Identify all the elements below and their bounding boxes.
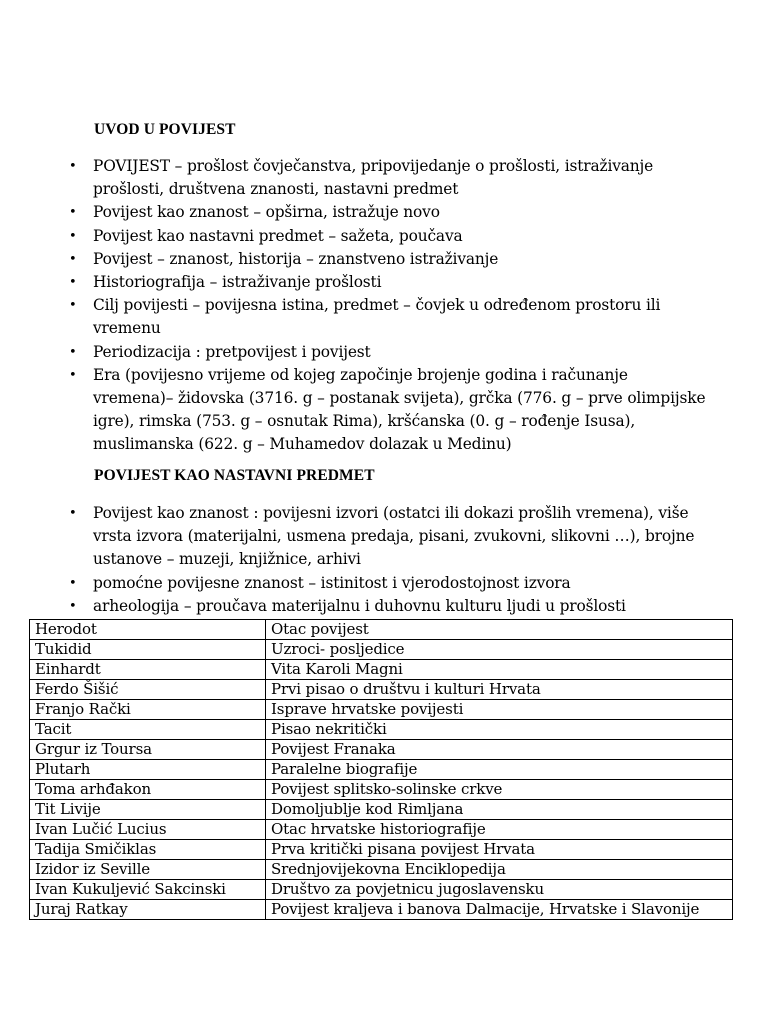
historian-name: Herodot [30, 620, 266, 640]
historian-work: Paralelne biografije [266, 760, 733, 780]
table-row [30, 800, 733, 820]
bullet-icon: • [69, 506, 77, 521]
bullet-text: Povijest – znanost, historija – znanstveno istraživanje [93, 249, 499, 268]
list-item [66, 364, 706, 457]
historian-work: Povijest kraljeva i banova Dalmacije, Hrvatske i Slavonije [266, 900, 733, 920]
bullet-icon: • [69, 344, 77, 360]
historian-name: Toma arhđakon [30, 780, 266, 800]
list-item [66, 294, 706, 340]
table-row [30, 700, 733, 720]
bullet-list-predmet [66, 502, 706, 618]
bullet-text: Povijest kao nastavni predmet – sažeta, poučava [93, 226, 463, 245]
historian-work: Domoljublje kod Rimljana [266, 800, 733, 820]
bullet-icon: • [69, 367, 77, 383]
historian-name: Franjo Rački [30, 700, 266, 720]
historians-table [29, 619, 733, 920]
table-row [30, 760, 733, 780]
bullet-text: arheologija – proučava materijalnu i duhovnu kulturu ljudi u prošlosti [93, 596, 626, 615]
table-row [30, 780, 733, 800]
historian-name: Ivan Lučić Lucius [30, 820, 266, 840]
historian-name: Juraj Ratkay [30, 900, 266, 920]
table-row [30, 620, 733, 640]
historian-name: Plutarh [30, 760, 266, 780]
bullet-text: pomoćne povijesne znanost – istinitost i vjerodostojnost izvora [93, 573, 571, 592]
historian-work: Vita Karoli Magni [266, 660, 733, 680]
table-row [30, 840, 733, 860]
bullet-text: Era (povijesno vrijeme od kojeg započinje brojenje godina i računanje vremena)– židovska (3716. g – postanak svijeta), grčka (776. g – prve olimpijske igre), rimska (753. g – osnutak Rima), kršćanska (0. g – rođenje Isusa), muslimanska (622. g – Muhamedov dolazak u Medinu) [93, 365, 706, 454]
list-item [66, 248, 706, 271]
historian-work: Povijest splitsko-solinske crkve [266, 780, 733, 800]
table-row [30, 660, 733, 680]
section-heading-predmet: POVIJEST KAO NASTAVNI PREDMET [94, 467, 375, 484]
bullet-text: Povijest kao znanost – opširna, istražuje novo [93, 203, 440, 222]
bullet-list-uvod [66, 155, 706, 457]
table-row [30, 880, 733, 900]
bullet-text: Periodizacija : pretpovijest i povijest [93, 342, 371, 361]
list-item [66, 341, 706, 364]
bullet-icon: • [69, 598, 77, 614]
list-item [66, 271, 706, 294]
bullet-text: Cilj povijesti – povijesna istina, predmet – čovjek u određenom prostoru ili vremenu [93, 296, 661, 338]
list-item [66, 595, 706, 618]
bullet-icon: • [69, 575, 77, 591]
historian-name: Ivan Kukuljević Sakcinski [30, 880, 266, 900]
historian-work: Uzroci- posljedice [266, 640, 733, 660]
historian-work: Pisao nekritički [266, 720, 733, 740]
table-row [30, 900, 733, 920]
list-item [66, 201, 706, 224]
bullet-text: POVIJEST – prošlost čovječanstva, pripovijedanje o prošlosti, istraživanje prošlosti, društvena znanosti, nastavni predmet [93, 157, 654, 199]
table-row [30, 720, 733, 740]
bullet-icon: • [69, 159, 77, 174]
bullet-icon: • [69, 275, 77, 291]
historian-work: Društvo za povjetnicu jugoslavensku [266, 880, 733, 900]
section-heading-uvod: UVOD U POVIJEST [94, 121, 236, 138]
historian-work: Srednjovijekovna Enciklopedija [266, 860, 733, 880]
bullet-icon: • [69, 205, 77, 221]
bullet-icon: • [69, 251, 77, 267]
historian-name: Ferdo Šišić [30, 680, 266, 700]
historian-name: Tadija Smičiklas [30, 840, 266, 860]
historian-work: Prvi pisao o društvu i kulturi Hrvata [266, 680, 733, 700]
historian-name: Izidor iz Seville [30, 860, 266, 880]
table-row [30, 860, 733, 880]
historian-work: Otac hrvatske historiografije [266, 820, 733, 840]
bullet-icon: • [69, 298, 77, 314]
historian-work: Prva kritički pisana povijest Hrvata [266, 840, 733, 860]
historian-name: Tacit [30, 720, 266, 740]
historian-name: Tit Livije [30, 800, 266, 820]
historian-work: Isprave hrvatske povijesti [266, 700, 733, 720]
bullet-icon: • [69, 228, 77, 244]
list-item [66, 225, 706, 248]
historian-work: Otac povijest [266, 620, 733, 640]
historian-name: Tukidid [30, 640, 266, 660]
historian-name: Einhardt [30, 660, 266, 680]
table-row [30, 680, 733, 700]
list-item [66, 572, 706, 595]
list-item [66, 502, 706, 572]
list-item [66, 155, 706, 201]
historian-name: Grgur iz Toursa [30, 740, 266, 760]
bullet-text: Povijest kao znanost : povijesni izvori (ostatci ili dokazi prošlih vremena), više vrsta izvora (materijalni, usmena predaja, pisani, zvukovni, slikovni …), brojne ustanove – muzeji, knjižnice, arhivi [93, 504, 695, 569]
table-row [30, 740, 733, 760]
historian-work: Povijest Franaka [266, 740, 733, 760]
table-row [30, 820, 733, 840]
table-row [30, 640, 733, 660]
bullet-text: Historiografija – istraživanje prošlosti [93, 273, 382, 292]
